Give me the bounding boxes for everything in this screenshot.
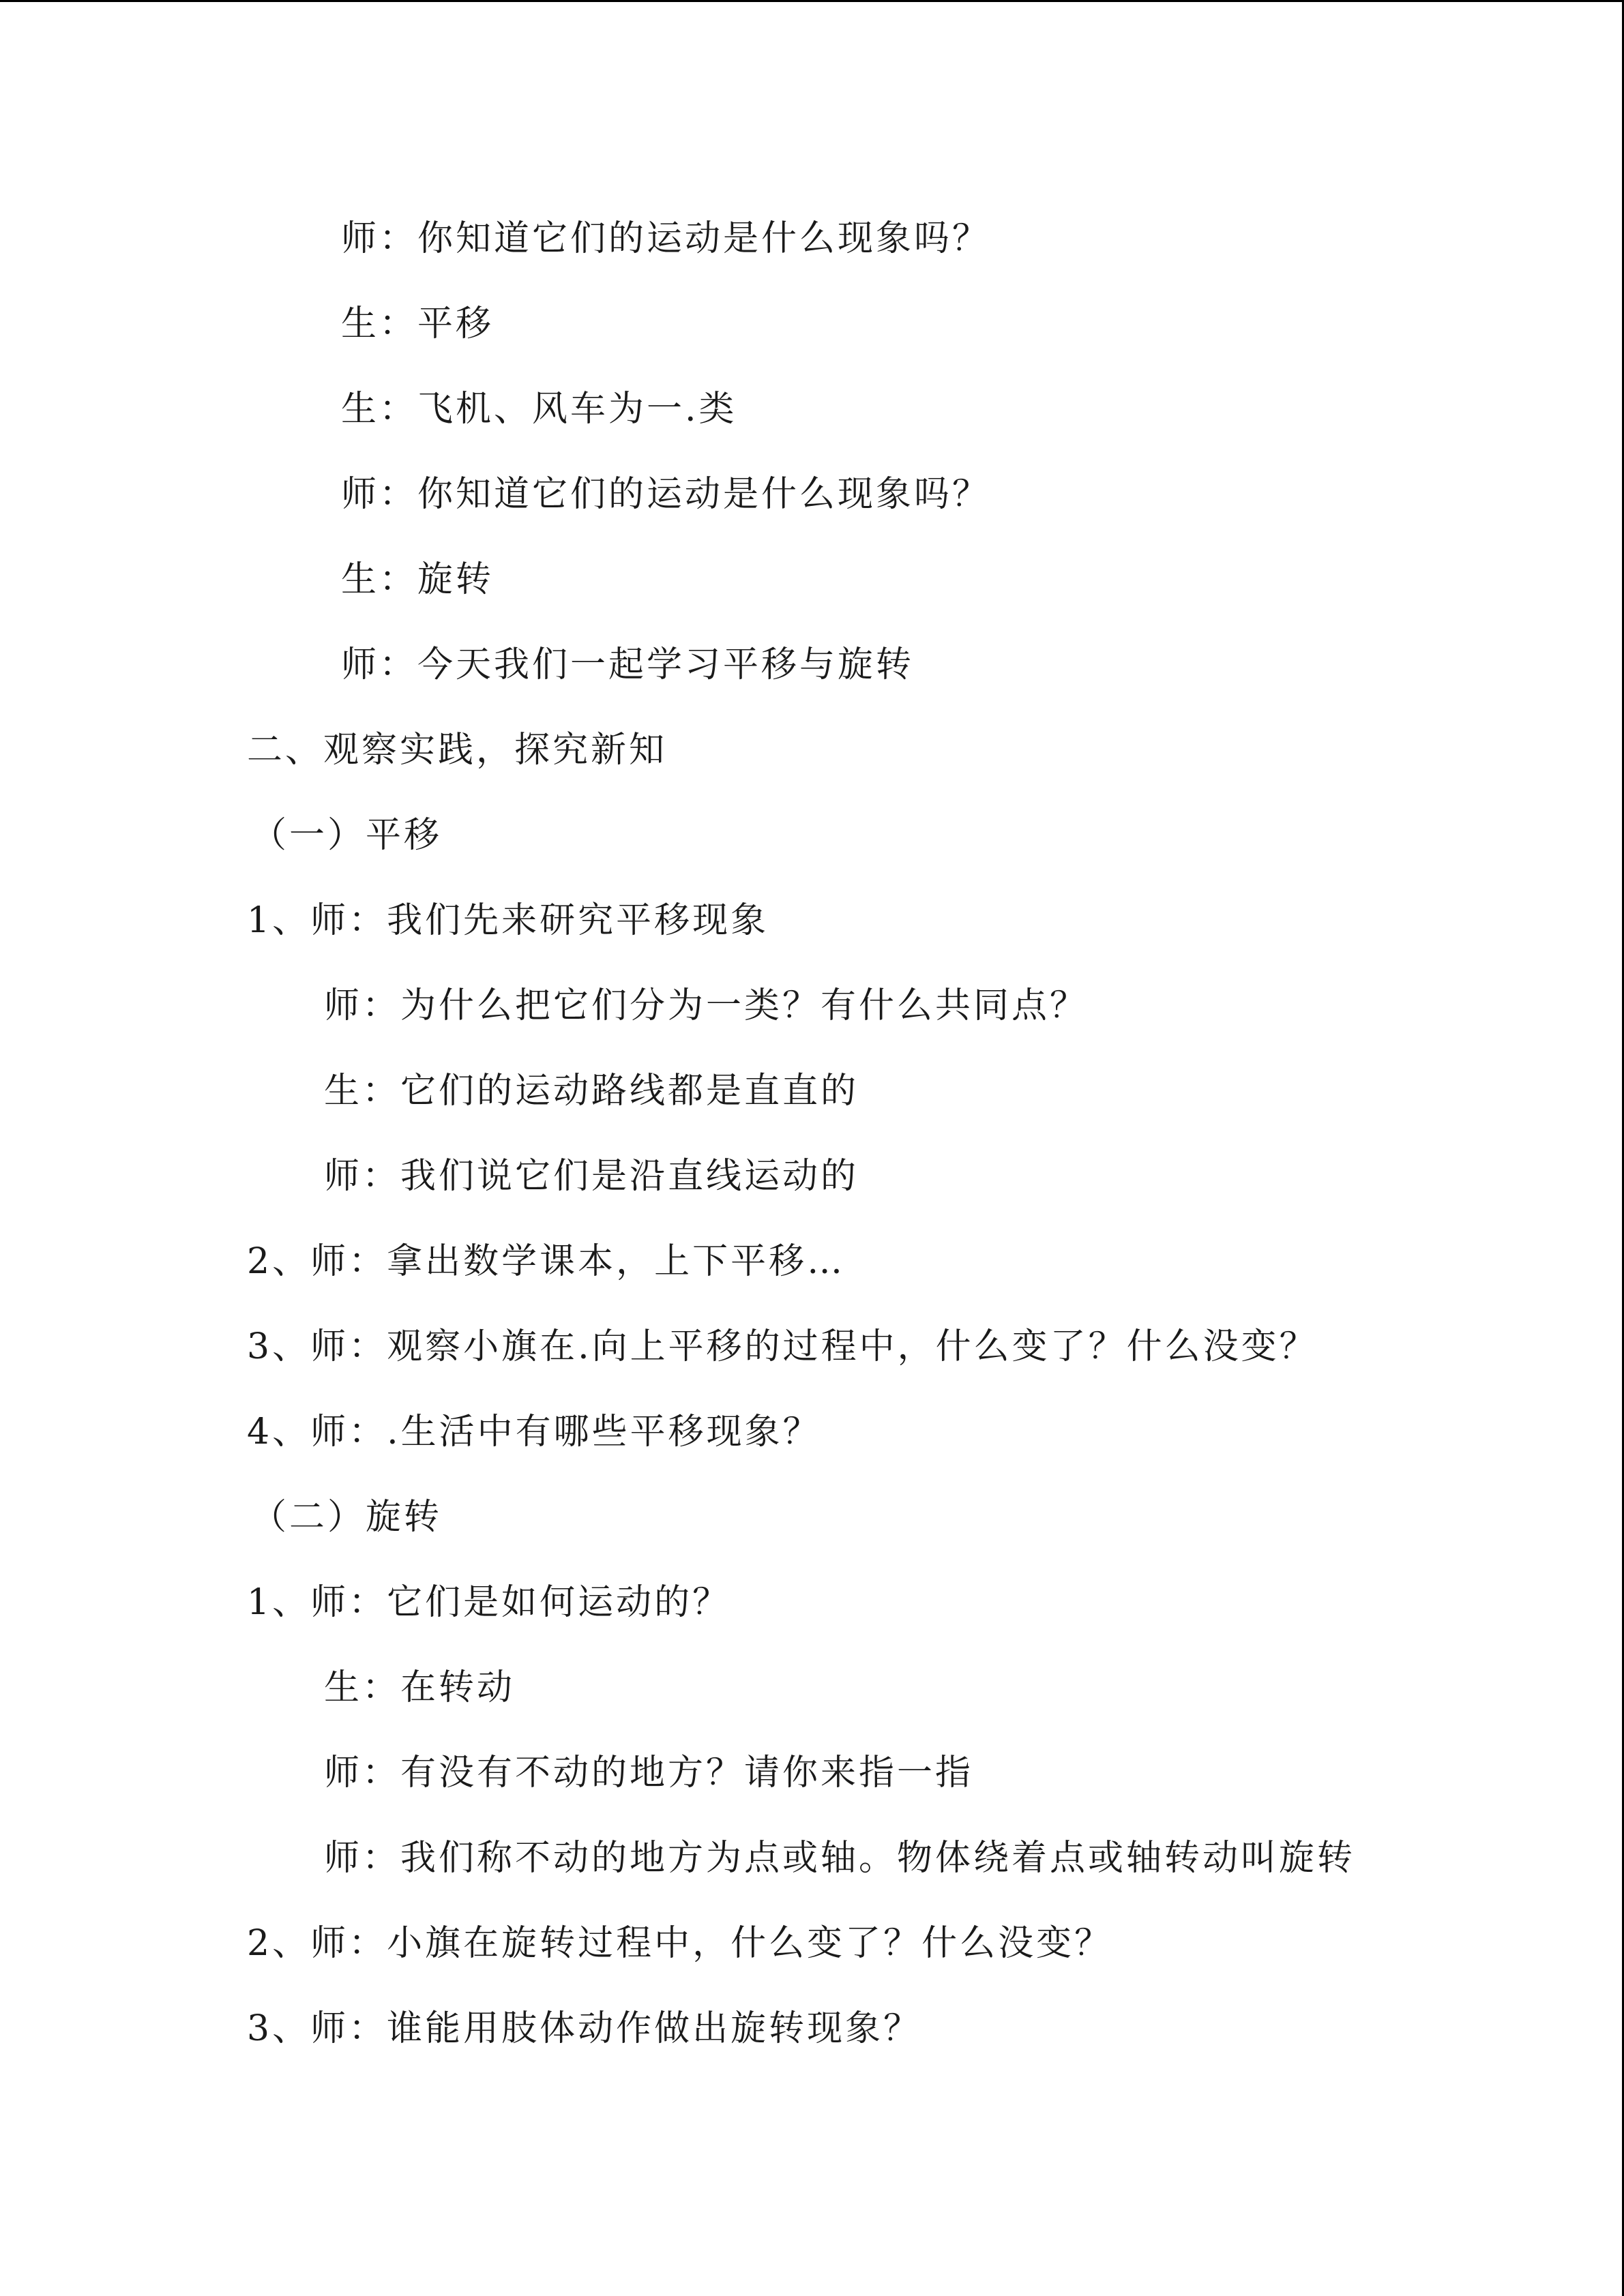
dialogue-line: 师：今天我们一起学习平移与旋转 <box>341 644 915 685</box>
subsection-heading: （二）旋转 <box>251 1497 443 1538</box>
numbered-item: 3、师：谁能用肢体动作做出旋转现象？ <box>247 2008 922 2049</box>
dialogue-line: 师：我们说它们是沿直线运动的 <box>324 1156 859 1197</box>
dialogue-line: 师：你知道它们的运动是什么现象吗？ <box>341 218 991 259</box>
dialogue-line: 师：你知道它们的运动是什么现象吗？ <box>341 474 991 515</box>
dialogue-line: 师：为什么把它们分为一类？有什么共同点？ <box>324 985 1089 1026</box>
numbered-item: 3、师：观察小旗在.向上平移的过程中，什么变了？什么没变？ <box>247 1326 1318 1367</box>
dialogue-line: 生：飞机、风车为一.类 <box>341 389 737 430</box>
subsection-heading: （一）平移 <box>251 815 443 856</box>
section-heading: 二、观察实践，探究新知 <box>247 730 668 771</box>
dialogue-line: 生：在转动 <box>324 1667 516 1708</box>
dialogue-line: 生：平移 <box>341 303 494 344</box>
numbered-item: 1、师：我们先来研究平移现象 <box>247 900 769 941</box>
page-top-border <box>0 0 1624 2</box>
numbered-item: 2、师：拿出数学课本，上下平移… <box>247 1241 846 1282</box>
dialogue-line: 师：有没有不动的地方？请你来指一指 <box>324 1753 974 1793</box>
dialogue-line: 生：旋转 <box>341 559 494 600</box>
numbered-item: 2、师：小旗在旋转过程中，什么变了？什么没变？ <box>247 1923 1113 1964</box>
numbered-item: 1、师：它们是如何运动的？ <box>247 1582 731 1623</box>
dialogue-line: 生：它们的运动路线都是直直的 <box>324 1071 859 1112</box>
numbered-item: 4、师：.生活中有哪些平移现象？ <box>247 1412 821 1452</box>
dialogue-line: 师：我们称不动的地方为点或轴。物体绕着点或轴转动叫旋转 <box>324 1838 1356 1879</box>
